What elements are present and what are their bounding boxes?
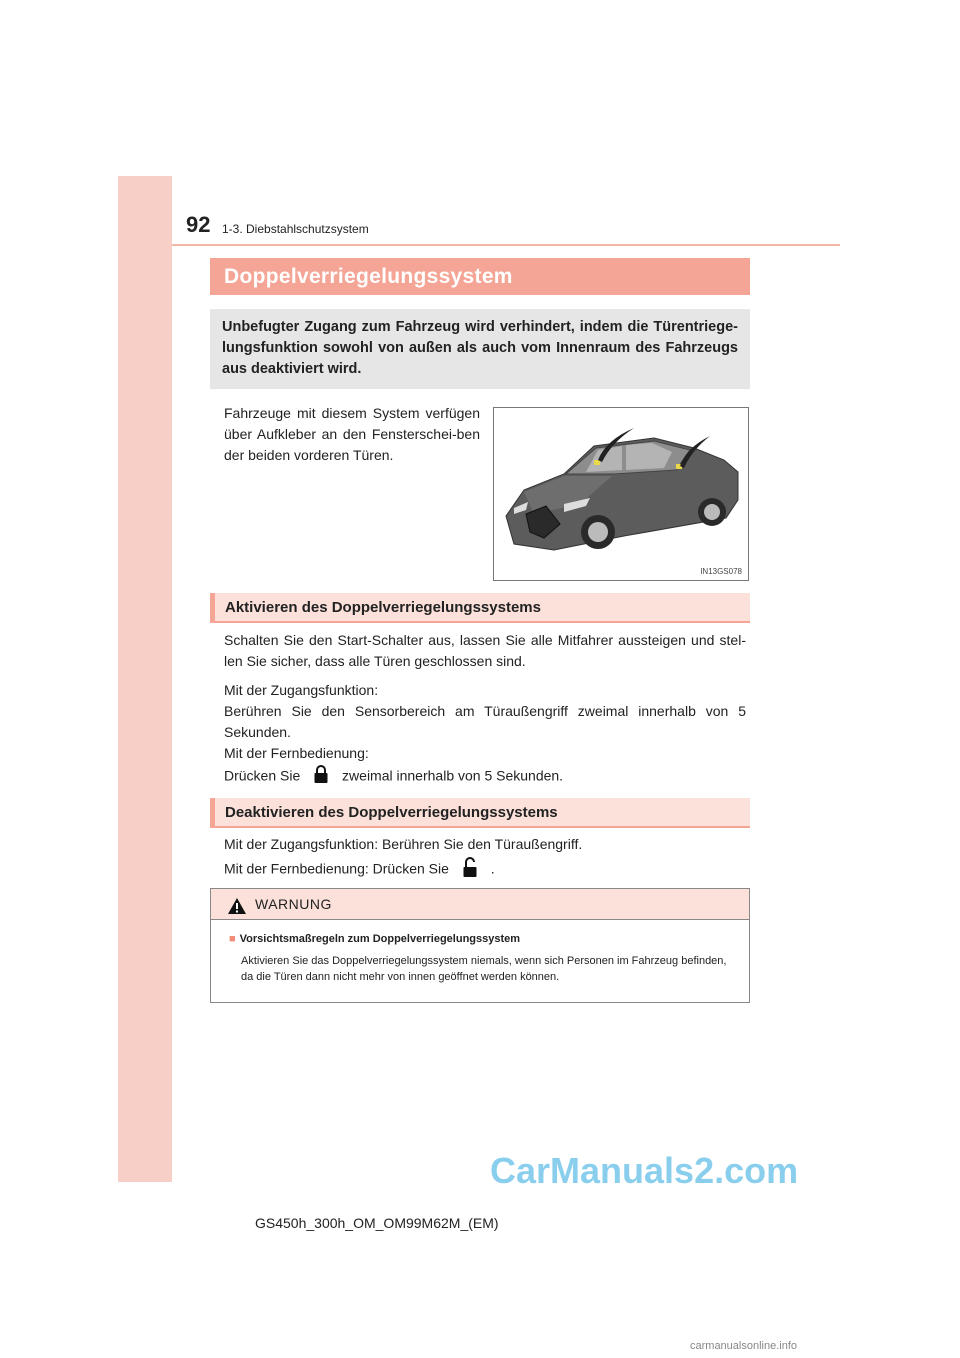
vehicle-note: Fahrzeuge mit diesem System verfügen über Aufkleber an den Fensterschei-ben der beiden vorderen Türen. [224, 405, 480, 463]
chapter-title: 1-3. Diebstahlschutzsystem [222, 222, 369, 236]
activate-access-text: Berühren Sie den Sensorbereich am Türaußengriff zweimal innerhalb von 5 Sekunden. [224, 703, 746, 740]
intro-box: Unbefugter Zugang zum Fahrzeug wird verhindert, indem die Türentriege-lungsfunktion sowohl von außen als auch vom Innenraum des Fahrzeugs aus deaktiviert wird. [210, 309, 750, 389]
warning-triangle-icon [227, 895, 247, 925]
activate-remote-post: zweimal innerhalb von 5 Sekunden. [342, 767, 564, 784]
page-number: 92 [186, 212, 211, 237]
watermark-bottom: carmanualsonline.info [690, 1340, 798, 1352]
activate-access-label: Mit der Zugangsfunktion: [224, 682, 379, 698]
square-bullet-icon: ■ [229, 933, 236, 945]
footer-code: GS450h_300h_OM_OM99M62M_(EM) [255, 1215, 499, 1231]
watermark-logo: CarManuals2.com [490, 1150, 799, 1191]
activate-remote-label: Mit der Fernbedienung: [224, 745, 369, 761]
warning-title-line [229, 933, 520, 945]
car-illustration [494, 408, 748, 580]
unlock-icon [453, 856, 487, 884]
activate-remote-line [224, 764, 746, 790]
deactivate-remote-line [224, 856, 746, 884]
warning-title: Vorsichtsmaßregeln zum Doppelverriegelungssystem [239, 933, 521, 945]
activate-heading: Aktivieren des Doppelverriegelungssystems [210, 593, 750, 623]
activate-remote-pre: Drücken Sie [224, 767, 301, 784]
car-figure [493, 407, 749, 581]
header-divider [172, 244, 840, 246]
warning-label: WARNUNG [255, 896, 332, 912]
side-band [118, 176, 172, 1182]
warning-box [210, 888, 750, 1003]
deactivate-access-line: Mit der Zugangsfunktion: Berühren Sie den Türaußengriff. [224, 836, 583, 852]
warning-header [211, 889, 749, 920]
figure-code: IN13GS078 [700, 567, 742, 576]
activate-step1: Schalten Sie den Start-Schalter aus, lassen Sie alle Mitfahrer aussteigen und stel-len Sie sicher, dass alle Türen geschlossen sind. [224, 632, 746, 669]
warning-text: Aktivieren Sie das Doppelverriegelungssystem niemals, wenn sich Personen im Fahrzeug befinden, da die Türen dann nicht mehr von innen geöffnet werden können. [241, 955, 727, 983]
section-title: Doppelverriegelungssystem [210, 258, 750, 295]
lock-icon [304, 764, 338, 790]
deactivate-remote-pre: Mit der Fernbedienung: Drücken Sie [224, 860, 449, 877]
deactivate-remote-post: . [490, 860, 495, 877]
deactivate-heading: Deaktivieren des Doppelverriegelungssystems [210, 798, 750, 828]
